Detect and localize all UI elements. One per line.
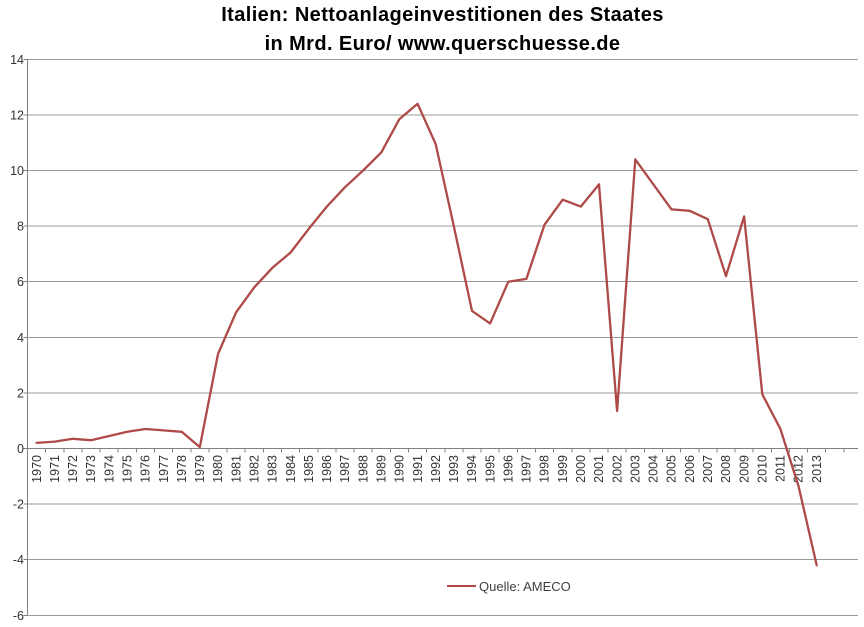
- x-axis-tick-label: 1976: [138, 455, 153, 483]
- x-axis-tick-label: 1979: [193, 455, 208, 483]
- x-axis-tick-label: 1983: [265, 455, 280, 483]
- chart-title-line2: in Mrd. Euro/ www.querschuesse.de: [264, 33, 621, 55]
- x-axis-tick-label: 1982: [247, 455, 262, 483]
- x-axis-tick-label: 2001: [592, 455, 607, 483]
- x-axis-tick-label: 1990: [392, 455, 407, 483]
- x-axis-tick-label: 2005: [664, 455, 679, 483]
- x-axis-tick-label: 1992: [428, 455, 443, 483]
- x-axis-tick-label: 1994: [465, 455, 480, 483]
- x-axis-tick-label: 1987: [338, 455, 353, 483]
- x-axis-tick-label: 1978: [174, 455, 189, 483]
- x-axis-tick-label: 1980: [211, 455, 226, 483]
- x-axis-tick-label: 1975: [120, 455, 135, 483]
- y-axis-tick-label: 6: [17, 275, 24, 290]
- x-axis-tick-label: 2006: [682, 455, 697, 483]
- x-axis-tick-label: 2010: [755, 455, 770, 483]
- legend-line-sample-icon: [447, 585, 476, 587]
- x-axis-tick-label: 1991: [410, 455, 425, 483]
- x-axis-tick-label: 1995: [483, 455, 498, 483]
- x-axis-tick-label: 1998: [537, 455, 552, 483]
- x-axis-tick-label: 1981: [229, 455, 244, 483]
- y-axis-tick-label: 4: [17, 330, 24, 345]
- data-series-line: [37, 104, 817, 566]
- x-axis-tick-label: 1988: [356, 455, 371, 483]
- x-axis-tick-label: 1974: [102, 455, 117, 483]
- y-axis-tick-label: -6: [12, 608, 24, 623]
- y-axis-tick-label: -4: [12, 553, 24, 568]
- y-axis-tick-label: 0: [17, 442, 24, 456]
- chart-title-line1: Italien: Nettoanlageinvestitionen des Staates: [221, 4, 664, 26]
- y-axis-tick-label: 12: [10, 108, 24, 123]
- legend-label: Quelle: AMECO: [479, 578, 571, 594]
- x-axis-tick-label: 1989: [374, 455, 389, 483]
- x-axis-tick-label: 2013: [809, 455, 824, 483]
- x-axis-tick-label: 1984: [283, 455, 298, 483]
- y-axis-tick-label: -2: [12, 497, 24, 512]
- y-axis-tick-label: 2: [17, 386, 24, 401]
- x-axis-tick-label: 1986: [320, 455, 335, 483]
- legend: [447, 578, 571, 594]
- x-axis-tick-label: 2004: [646, 455, 661, 483]
- y-axis-tick-label: 10: [10, 164, 24, 178]
- x-axis-tick-label: 1972: [66, 455, 81, 483]
- x-axis-tick-label: 2009: [737, 455, 752, 483]
- x-axis-tick-label: 1977: [156, 455, 171, 483]
- x-axis-tick-label: 2000: [574, 455, 589, 483]
- y-axis-tick-label: 14: [10, 52, 24, 67]
- x-axis-tick-label: 1993: [447, 455, 462, 483]
- x-axis-tick-label: 2003: [628, 455, 643, 483]
- x-axis-tick-label: 2002: [610, 455, 625, 483]
- x-axis-tick-label: 2012: [791, 455, 806, 483]
- x-axis-tick-label: 1997: [519, 455, 534, 483]
- x-axis-tick-label: 1973: [84, 455, 99, 483]
- x-axis-tick-label: 1999: [555, 455, 570, 483]
- x-axis-tick-label: 2008: [719, 455, 734, 483]
- x-axis-tick-label: 2007: [701, 455, 716, 483]
- x-axis-tick-label: 1970: [29, 455, 44, 483]
- x-axis-tick-label: 2011: [773, 455, 788, 482]
- x-axis-tick-label: 1996: [501, 455, 516, 483]
- x-axis-tick-label: 1971: [47, 455, 62, 483]
- y-axis-tick-label: 8: [17, 219, 24, 234]
- x-axis-tick-label: 1985: [301, 455, 316, 483]
